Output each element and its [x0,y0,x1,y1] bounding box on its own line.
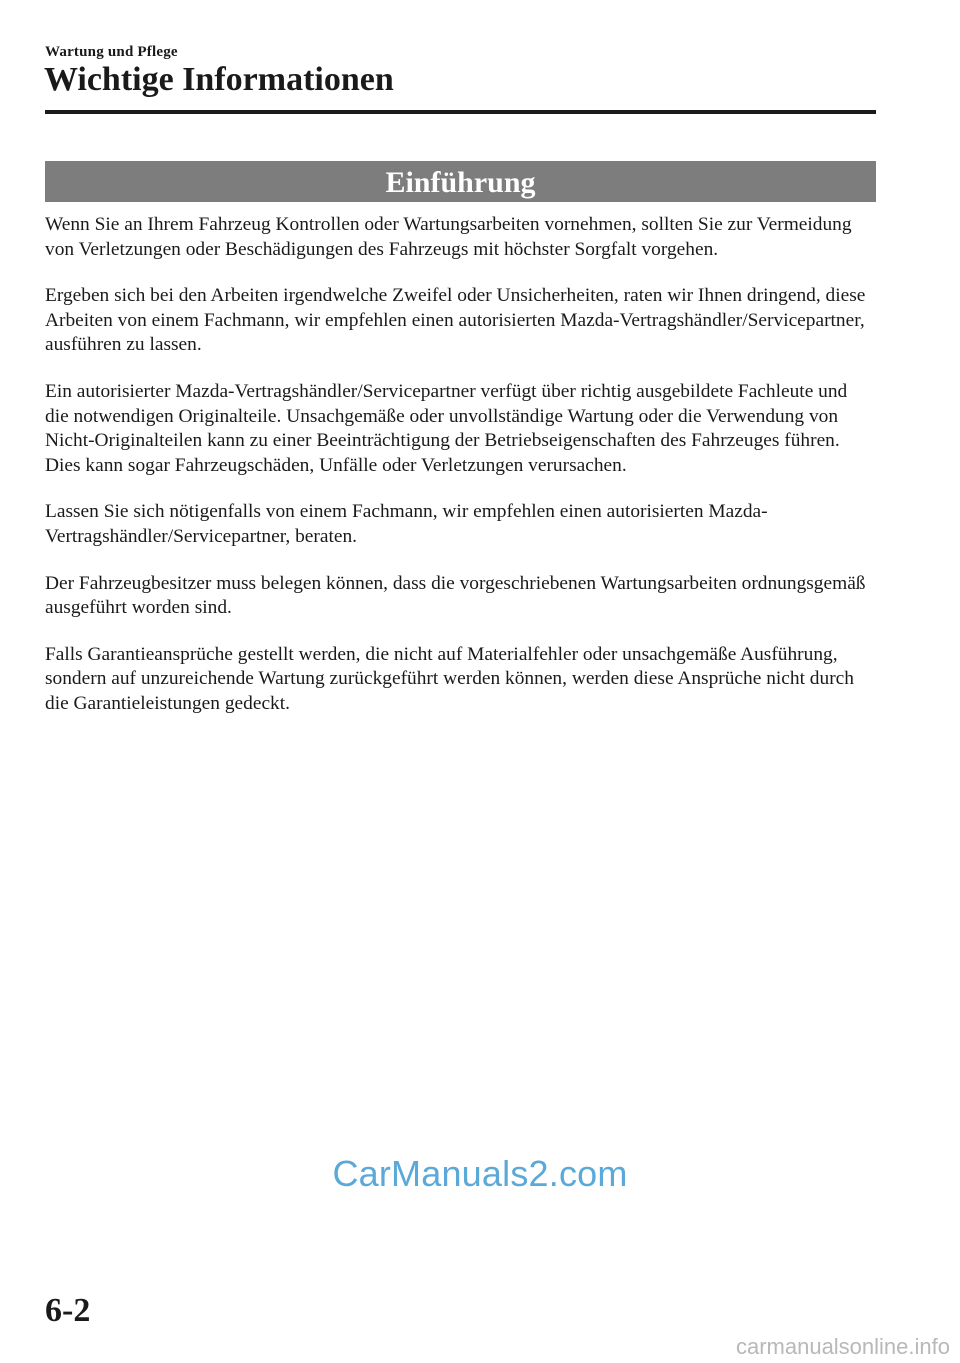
watermark-logo: CarManuals2.com [332,1153,628,1194]
chapter-label: Wartung und Pflege [45,44,178,60]
paragraph-6: Falls Garantieansprüche gestellt werden, die nicht auf Materialfehler oder unsachgemäße Ausführung, sondern auf unzureichende Wartung zurückgeführt werden können, werden diese Ansprüche nicht durch die Garantieleistungen gedeckt. [45,643,854,714]
body-text [45,213,875,739]
page-title: Wichtige Informationen [44,61,394,98]
paragraph-3: Ein autorisierter Mazda-Vertragshändler/Servicepartner verfügt über richtig ausgebildete Fachleute und die notwendigen Originalteile. Unsachgemäße oder unvollständige Wartung oder die Verwendung von Nicht-Originalteilen kann zu einer Beeinträchtigung der Betriebseigenschaften des Fahrzeuges führen. Dies kann sogar Fahrzeugschäden, Unfälle oder Verletzungen verursachen. [45,380,848,476]
source-watermark: carmanualsonline.info [735,1334,950,1359]
page-number: 6-2 [45,1292,91,1329]
paragraph-4: Lassen Sie sich nötigenfalls von einem Fachmann, wir empfehlen einen autorisierten Mazda-Vertragshändler/Servicepartner, beraten. [45,501,768,547]
section-heading: Einführung [45,161,876,202]
paragraph-5: Der Fahrzeugbesitzer muss belegen können, dass die vorgeschriebenen Wartungsarbeiten ordnungsgemäß ausgeführt worden sind. [45,572,866,619]
title-divider [45,110,876,114]
paragraph-1: Wenn Sie an Ihrem Fahrzeug Kontrollen oder Wartungsarbeiten vornehmen, sollten Sie zur Vermeidung von Verletzungen oder Beschädigungen des Fahrzeugs mit höchster Sorgfalt vorgehen. [45,214,852,260]
paragraph-2: Ergeben sich bei den Arbeiten irgendwelche Zweifel oder Unsicherheiten, raten wir Ihnen dringend, diese Arbeiten von einem Fachmann, wir empfehlen einen autorisierten Mazda-Vertragshändler/Servicepartner, ausführen zu lassen. [45,285,866,356]
